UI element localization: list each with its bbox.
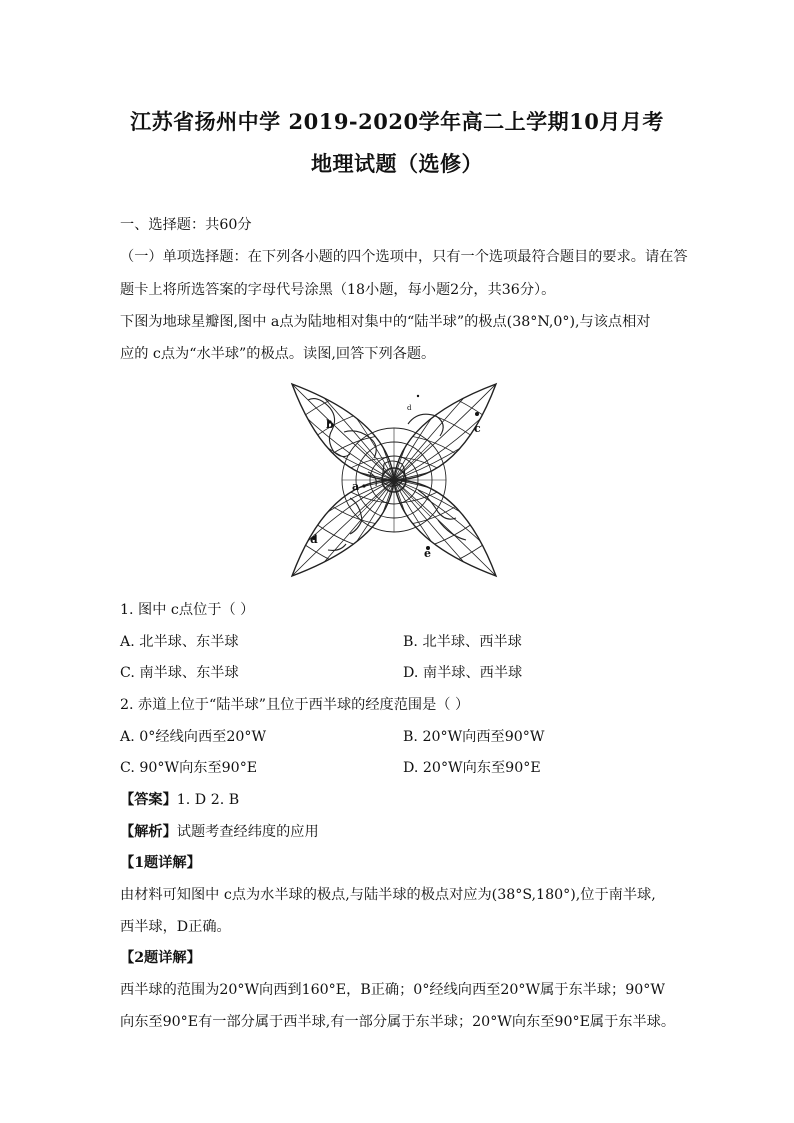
answer-tag: 【答案】 bbox=[120, 792, 177, 808]
analysis-line bbox=[120, 822, 319, 842]
detail-2-line2: 向东至90°E有一部分属于西半球,有一部分属于东半球；20°W向东至90°E属于东半球。 bbox=[120, 1014, 676, 1030]
map-label-c: c bbox=[474, 422, 481, 435]
document-title-line1: 江苏省扬州中学 2019-2020学年高二上学期10月月考 bbox=[130, 109, 664, 134]
question-1-stem: 1. 图中 c点位于（ ） bbox=[120, 602, 255, 618]
stem-line2: 应的 c点为“水半球”的极点。读图,回答下列各题。 bbox=[120, 346, 436, 362]
analysis-tag: 【解析】 bbox=[120, 824, 177, 840]
section-heading: 一、选择题：共60分 bbox=[120, 217, 252, 233]
detail-1-line1: 由材料可知图中 c点为水半球的极点,与陆半球的极点对应为(38°S,180°),位于南半球, bbox=[120, 887, 656, 903]
question-2-option-b: B. 20°W向西至90°W bbox=[403, 729, 545, 745]
question-1-option-d: D. 南半球、西半球 bbox=[403, 665, 523, 681]
question-2-option-d: D. 20°W向东至90°E bbox=[403, 760, 541, 776]
stem-line1: 下图为地球星瓣图,图中 a点为陆地相对集中的“陆半球”的极点(38°N,0°),与该点相对 bbox=[120, 314, 651, 330]
question-2-option-c: C. 90°W向东至90°E bbox=[120, 760, 258, 776]
detail-1-heading: 【1题详解】 bbox=[120, 855, 201, 871]
map-label-a: a bbox=[352, 480, 360, 493]
question-1-option-c: C. 南半球、东半球 bbox=[120, 665, 239, 681]
map-label-d-small: d bbox=[407, 404, 412, 412]
detail-2-heading: 【2题详解】 bbox=[120, 950, 201, 966]
star-petal-map-figure bbox=[288, 380, 500, 580]
question-1-option-a: A. 北半球、东半球 bbox=[120, 634, 239, 650]
map-label-d: d bbox=[310, 533, 318, 546]
instructions-line1: （一）单项选择题：在下列各小题的四个选项中，只有一个选项最符合题目的要求。请在答 bbox=[120, 249, 688, 265]
instructions-line2: 题卡上将所选答案的字母代号涂黑（18小题，每小题2分，共36分）。 bbox=[120, 282, 556, 298]
detail-2-line1: 西半球的范围为20°W向西到160°E，B正确；0°经线向西至20°W属于东半球；90°W bbox=[120, 982, 665, 998]
detail-1-line2: 西半球，D正确。 bbox=[120, 919, 231, 935]
question-1-option-b: B. 北半球、西半球 bbox=[403, 634, 522, 650]
map-label-b: b bbox=[326, 418, 334, 431]
question-2-option-a: A. 0°经线向西至20°W bbox=[120, 729, 267, 745]
document-title-line2: 地理试题（选修） bbox=[311, 151, 483, 176]
question-2-stem: 2. 赤道上位于“陆半球”且位于西半球的经度范围是（ ） bbox=[120, 697, 470, 713]
answer-text: 1. D 2. B bbox=[176, 792, 240, 808]
analysis-text: 试题考查经纬度的应用 bbox=[176, 824, 319, 840]
answer-line bbox=[120, 790, 239, 810]
map-label-e: e bbox=[424, 547, 431, 560]
